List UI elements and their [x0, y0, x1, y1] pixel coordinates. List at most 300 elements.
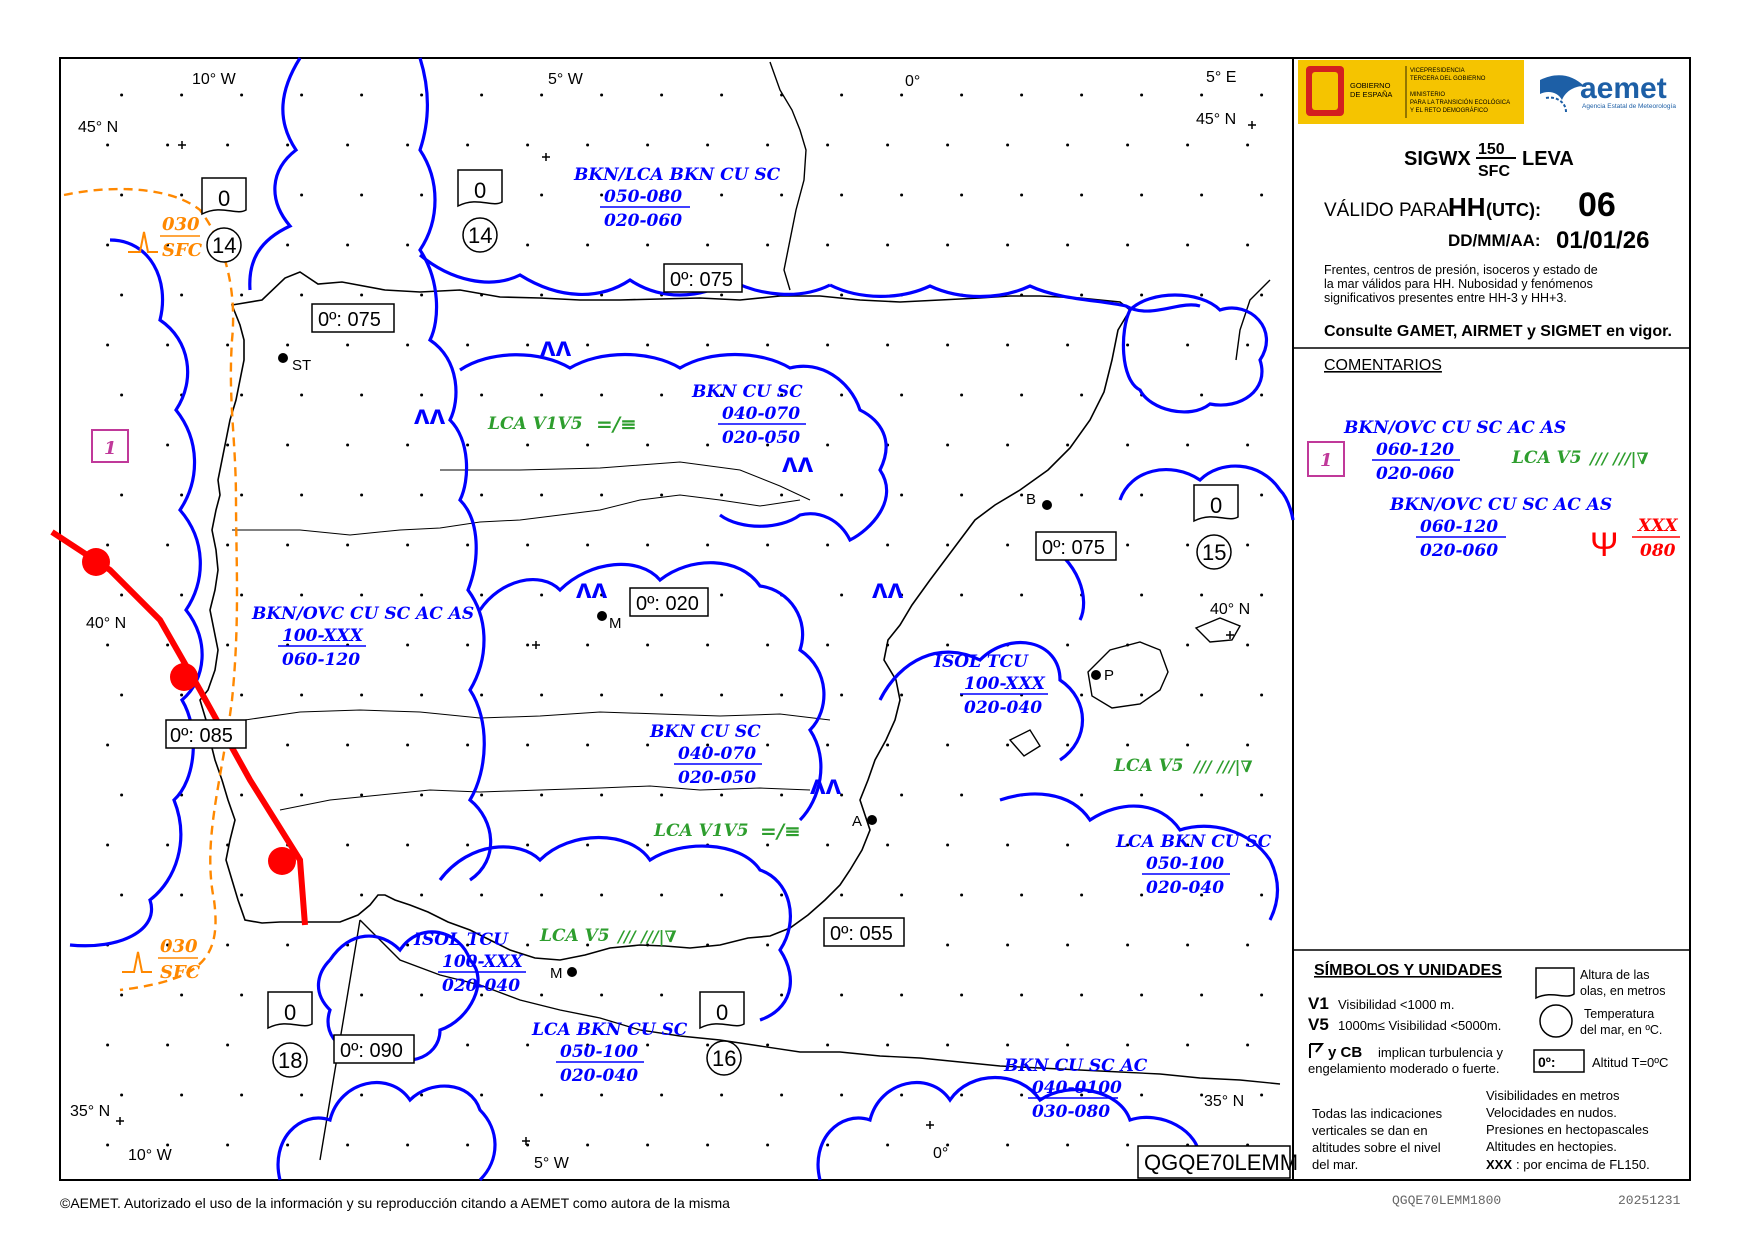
- mountain-turbulence-icon: ʌʌ: [810, 769, 842, 800]
- grid-dot: [1066, 744, 1069, 747]
- grid-dot: [1080, 294, 1083, 297]
- grid-dot: [706, 1044, 709, 1047]
- cloud-alboran-top: 040-0100: [1032, 1078, 1122, 1098]
- grid-dot: [1260, 594, 1263, 597]
- grid-dot: [120, 94, 123, 97]
- grid-dot: [300, 1094, 303, 1097]
- grid-dot: [1246, 144, 1249, 147]
- grid-dot: [900, 794, 903, 797]
- grid-dot: [1200, 694, 1203, 697]
- grid-dot: [480, 1094, 483, 1097]
- grid-dot: [660, 694, 663, 697]
- aemet-subtitle: Agencia Estatal de Meteorología: [1582, 103, 1676, 110]
- grid-dot: [840, 494, 843, 497]
- grid-dot: [586, 444, 589, 447]
- comment-cloud2-top: 060-120: [1420, 517, 1499, 537]
- vis-note-1: LCA V1V5: [488, 414, 583, 434]
- grid-dot: [1066, 1044, 1069, 1047]
- grid-dot: [586, 144, 589, 147]
- cloud-ebro-top: 100-XXX: [964, 674, 1045, 694]
- grid-dot: [886, 844, 889, 847]
- legend-v5-text: 1000m≤ Visibilidad <5000m.: [1338, 1018, 1502, 1033]
- grid-dot: [1006, 444, 1009, 447]
- grid-dot: [780, 894, 783, 897]
- legend-turb-text-2: engelamiento moderado o fuerte.: [1308, 1061, 1500, 1076]
- grid-dot: [406, 1144, 409, 1147]
- grid-dot: [346, 1144, 349, 1147]
- grid-dot: [900, 994, 903, 997]
- city-dot-p: [1091, 670, 1101, 680]
- mountain-turbulence-icon: ʌʌ: [782, 447, 814, 478]
- legend-zero-box: 0º:: [1538, 1054, 1556, 1070]
- grid-dot: [1020, 594, 1023, 597]
- grid-dot: [120, 594, 123, 597]
- grid-dot: [1246, 744, 1249, 747]
- gov-line-1: GOBIERNO: [1350, 81, 1391, 90]
- grid-dot: [1246, 544, 1249, 547]
- gov-line-2: DE ESPAÑA: [1350, 90, 1393, 99]
- cloud-west-top: 100-XXX: [282, 626, 363, 646]
- grid-dot: [720, 494, 723, 497]
- grid-dot: [780, 1094, 783, 1097]
- comment-cloud1-type: BKN/OVC CU SC AC AS: [1344, 418, 1567, 438]
- grid-dot: [180, 594, 183, 597]
- sea-temp-3: 15: [1202, 540, 1227, 565]
- grid-dot: [420, 894, 423, 897]
- grid-dot: [120, 1094, 123, 1097]
- grid-dot: [646, 144, 649, 147]
- grid-dot: [646, 544, 649, 547]
- grid-dot: [1126, 544, 1129, 547]
- grid-dot: [406, 144, 409, 147]
- grid-dot: [886, 344, 889, 347]
- grid-dot: [646, 1144, 649, 1147]
- grid-dot: [480, 694, 483, 697]
- aemet-name: aemet: [1580, 72, 1667, 105]
- rain-shower-icon: /// ///|∇: [1590, 449, 1649, 468]
- legend-note-1: Todas las indicaciones: [1312, 1106, 1443, 1121]
- wave-height-1: 0: [218, 186, 231, 211]
- grid-dot: [946, 244, 949, 247]
- grid-dot: [466, 144, 469, 147]
- consult-note: Consulte GAMET, AIRMET y SIGMET en vigor.: [1324, 323, 1672, 340]
- grid-dot: [1020, 394, 1023, 397]
- legend-v1-code: V1: [1308, 994, 1329, 1013]
- grid-dot: [1200, 1094, 1203, 1097]
- grid-dot: [1066, 944, 1069, 947]
- description-line-3: significativos presentes entre HH-3 y HH+3.: [1324, 291, 1567, 305]
- cloud-ebro-type: ISOL TCU: [934, 652, 1028, 672]
- grid-dot: [1126, 144, 1129, 147]
- grid-dot: [466, 844, 469, 847]
- comments-title: COMENTARIOS: [1324, 357, 1442, 374]
- grid-dot: [406, 544, 409, 547]
- grid-dot: [226, 544, 229, 547]
- grid-dot: [1186, 744, 1189, 747]
- lon-label-10w-bottom: 10° W: [128, 1147, 172, 1164]
- grid-dot: [826, 844, 829, 847]
- mist-fog-icon: =/≡: [760, 819, 801, 843]
- ministry-line-4: PARA LA TRANSICIÓN ECOLÓGICA: [1410, 100, 1511, 106]
- grid-dot: [1260, 894, 1263, 897]
- grid-dot: [900, 194, 903, 197]
- mountain-turbulence-icon: ʌʌ: [872, 573, 904, 604]
- lon-label-10w-top: 10° W: [192, 71, 236, 88]
- footer-code-2: 20251231: [1618, 1193, 1681, 1208]
- description-line-2: la mar válidos para HH. Nubosidad y fenómenos: [1324, 277, 1593, 291]
- grid-dot: [346, 344, 349, 347]
- grid-dot: [1186, 444, 1189, 447]
- grid-dot: [1260, 994, 1263, 997]
- grid-dot: [300, 694, 303, 697]
- grid-dot: [1200, 94, 1203, 97]
- grid-dot: [1140, 594, 1143, 597]
- grid-dot: [660, 794, 663, 797]
- grid-dot: [360, 94, 363, 97]
- grid-dot: [946, 644, 949, 647]
- grid-dot: [1080, 894, 1083, 897]
- grid-dot: [240, 394, 243, 397]
- city-dot-m2: [567, 967, 577, 977]
- grid-dot: [240, 494, 243, 497]
- grid-dot: [1006, 944, 1009, 947]
- grid-dot: [600, 194, 603, 197]
- legend-zero-text: Altitud T=0ºC: [1592, 1055, 1669, 1070]
- grid-dot: [946, 544, 949, 547]
- grid-dot: [240, 994, 243, 997]
- grid-dot: [106, 344, 109, 347]
- grid-dot: [466, 544, 469, 547]
- grid-dot: [1200, 394, 1203, 397]
- grid-dot: [1246, 244, 1249, 247]
- grid-dot: [540, 394, 543, 397]
- grid-dot: [106, 144, 109, 147]
- lat-label-45n-left: 45° N: [78, 119, 119, 136]
- grid-dot: [646, 244, 649, 247]
- cloud-ebro-base: 020-040: [964, 698, 1043, 718]
- wave-height-5: 0: [716, 1000, 729, 1025]
- grid-dot: [1126, 944, 1129, 947]
- grid-dot: [106, 544, 109, 547]
- grid-dot: [1140, 494, 1143, 497]
- grid-dot: [300, 94, 303, 97]
- grid-dot: [766, 544, 769, 547]
- grid-dot: [466, 1144, 469, 1147]
- grid-dot: [1186, 1044, 1189, 1047]
- ministry-line-5: Y EL RETO DEMOGRÁFICO: [1410, 108, 1488, 114]
- grid-dot: [720, 694, 723, 697]
- grid-dot: [1260, 294, 1263, 297]
- grid-dot: [1126, 444, 1129, 447]
- grid-dot: [466, 1044, 469, 1047]
- grid-dot: [180, 194, 183, 197]
- grid-dot: [106, 1144, 109, 1147]
- cloud-sw-top: 100-XXX: [442, 952, 523, 972]
- grid-dot: [1200, 994, 1203, 997]
- grid-dot: [586, 744, 589, 747]
- grid-dot: [360, 194, 363, 197]
- freezing-level-box-1: 0º: 075: [318, 309, 381, 331]
- grid-dot: [886, 1144, 889, 1147]
- grid-dot: [946, 444, 949, 447]
- swell-bottom-1: SFC: [162, 240, 203, 261]
- grid-dot: [1066, 844, 1069, 847]
- grid-dot: [1186, 344, 1189, 347]
- freezing-level-box-2: 0º: 075: [670, 269, 733, 291]
- grid-dot: [166, 344, 169, 347]
- grid-dot: [406, 644, 409, 647]
- grid-dot: [526, 144, 529, 147]
- grid-dot: [960, 994, 963, 997]
- grid-dot: [660, 94, 663, 97]
- legend-wave-text-1: Altura de las: [1580, 968, 1650, 982]
- valid-hour: 06: [1578, 186, 1616, 224]
- coat-of-arms-icon: [1306, 66, 1344, 116]
- grid-dot: [346, 444, 349, 447]
- grid-dot: [300, 494, 303, 497]
- grid-dot: [226, 144, 229, 147]
- grid-dot: [1246, 344, 1249, 347]
- grid-dot: [1140, 1094, 1143, 1097]
- freezing-level-box-3: 0º: 020: [636, 593, 699, 615]
- grid-dot: [420, 494, 423, 497]
- grid-dot: [406, 744, 409, 747]
- cloud-med-base: 020-040: [1146, 878, 1225, 898]
- grid-dot: [600, 694, 603, 697]
- grid-dot: [166, 544, 169, 547]
- grid-dot: [840, 294, 843, 297]
- grid-dot: [646, 1044, 649, 1047]
- grid-dot: [1066, 344, 1069, 347]
- grid-dot: [180, 994, 183, 997]
- grid-dot: [526, 244, 529, 247]
- mist-fog-icon: =/≡: [596, 412, 637, 436]
- valid-label: VÁLIDO PARA: [1324, 200, 1450, 221]
- grid-dot: [660, 994, 663, 997]
- grid-dot: [720, 794, 723, 797]
- grid-dot: [1006, 1144, 1009, 1147]
- grid-dot: [600, 394, 603, 397]
- grid-dot: [960, 394, 963, 397]
- grid-dot: [780, 994, 783, 997]
- grid-dot: [720, 594, 723, 597]
- grid-dot: [1200, 794, 1203, 797]
- grid-dot: [1006, 244, 1009, 247]
- cloud-alboran-base: 030-080: [1032, 1102, 1111, 1122]
- grid-dot: [226, 444, 229, 447]
- grid-dot: [646, 444, 649, 447]
- grid-dot: [480, 794, 483, 797]
- grid-dot: [526, 744, 529, 747]
- grid-dot: [1260, 494, 1263, 497]
- legend-xxx-text: : por encima de FL150.: [1516, 1157, 1650, 1172]
- grid-dot: [706, 544, 709, 547]
- grid-dot: [346, 144, 349, 147]
- grid-dot: [1246, 644, 1249, 647]
- grid-dot: [346, 544, 349, 547]
- grid-dot: [826, 644, 829, 647]
- grid-dot: [360, 494, 363, 497]
- grid-dot: [540, 1094, 543, 1097]
- grid-dot: [180, 1094, 183, 1097]
- thunderstorm-icon: Ψ: [1590, 526, 1619, 564]
- grid-dot: [226, 344, 229, 347]
- grid-dot: [226, 1044, 229, 1047]
- lon-label-0-bottom: 0°: [933, 1145, 949, 1162]
- grid-dot: [706, 1144, 709, 1147]
- sea-temp-1: 14: [212, 233, 237, 258]
- comment-cloud2-base: 020-060: [1420, 541, 1499, 561]
- grid-dot: [840, 194, 843, 197]
- area-marker-label: 1: [104, 438, 117, 459]
- grid-dot: [180, 694, 183, 697]
- grid-dot: [360, 1094, 363, 1097]
- grid-dot: [840, 594, 843, 597]
- front-marker-2: [170, 663, 198, 691]
- grid-dot: [1080, 694, 1083, 697]
- grid-dot: [1200, 594, 1203, 597]
- chart-id: QGQE70LEMM: [1144, 1150, 1299, 1175]
- grid-dot: [466, 744, 469, 747]
- grid-dot: [286, 544, 289, 547]
- cloud-south-base: 020-040: [560, 1066, 639, 1086]
- cloud-north-top: 040-070: [722, 404, 801, 424]
- grid-dot: [1260, 694, 1263, 697]
- grid-dot: [600, 894, 603, 897]
- level-bottom: SFC: [1478, 163, 1510, 180]
- grid-dot: [1006, 144, 1009, 147]
- grid-dot: [1186, 644, 1189, 647]
- grid-dot: [526, 944, 529, 947]
- legend-v5-code: V5: [1308, 1015, 1329, 1034]
- grid-dot: [180, 94, 183, 97]
- grid-dot: [1126, 244, 1129, 247]
- cloud-bay-type: BKN/LCA BKN CU SC: [574, 165, 781, 185]
- grid-dot: [960, 194, 963, 197]
- grid-dot: [286, 744, 289, 747]
- legend-note-2: verticales se dan en: [1312, 1123, 1428, 1138]
- city-dot-st: [278, 353, 288, 363]
- city-dot-m1: [597, 611, 607, 621]
- sea-temp-5: 16: [712, 1046, 737, 1071]
- wave-height-4: 0: [284, 1000, 297, 1025]
- grid-dot: [420, 194, 423, 197]
- grid-dot: [166, 844, 169, 847]
- city-label-m2: M: [550, 965, 563, 982]
- grid-dot: [286, 344, 289, 347]
- grid-dot: [1080, 494, 1083, 497]
- sea-temp-2: 14: [468, 223, 493, 248]
- grid-dot: [540, 694, 543, 697]
- grid-dot: [840, 694, 843, 697]
- grid-dot: [1186, 144, 1189, 147]
- grid-dot: [360, 994, 363, 997]
- grid-dot: [900, 94, 903, 97]
- grid-dot: [240, 294, 243, 297]
- description-line-1: Frentes, centros de presión, isoceros y estado de: [1324, 263, 1598, 277]
- grid-dot: [420, 694, 423, 697]
- grid-dot: [106, 1044, 109, 1047]
- lat-label-40n-right: 40° N: [1210, 601, 1251, 618]
- cloud-bay-top: 050-080: [604, 187, 683, 207]
- grid-dot: [526, 644, 529, 647]
- grid-dot: [706, 244, 709, 247]
- legend-turb-text-1: implican turbulencia y: [1378, 1045, 1504, 1060]
- grid-dot: [180, 494, 183, 497]
- grid-dot: [540, 594, 543, 597]
- grid-dot: [1260, 794, 1263, 797]
- legend-unit-2: Velocidades en nudos.: [1486, 1105, 1617, 1120]
- grid-dot: [960, 494, 963, 497]
- grid-dot: [540, 294, 543, 297]
- grid-dot: [1006, 1044, 1009, 1047]
- cloud-sw-base: 020-040: [442, 976, 521, 996]
- grid-dot: [300, 294, 303, 297]
- grid-dot: [1140, 894, 1143, 897]
- legend-unit-3: Presiones en hectopascales: [1486, 1122, 1649, 1137]
- grid-dot: [960, 794, 963, 797]
- grid-dot: [106, 644, 109, 647]
- grid-dot: [240, 94, 243, 97]
- grid-dot: [1126, 744, 1129, 747]
- grid-dot: [646, 744, 649, 747]
- vis-note-3: LCA V5: [540, 926, 610, 946]
- city-label-b: B: [1026, 491, 1037, 508]
- grid-dot: [480, 94, 483, 97]
- cloud-bay-base: 020-060: [604, 211, 683, 231]
- grid-dot: [1080, 394, 1083, 397]
- grid-dot: [1246, 444, 1249, 447]
- grid-dot: [420, 294, 423, 297]
- grid-dot: [586, 844, 589, 847]
- cloud-west-base: 060-120: [282, 650, 361, 670]
- grid-dot: [1140, 994, 1143, 997]
- grid-dot: [660, 494, 663, 497]
- freezing-level-box-7: 0º: 090: [340, 1040, 403, 1062]
- grid-dot: [120, 694, 123, 697]
- mountain-turbulence-icon: ʌʌ: [540, 331, 572, 362]
- comment-cloud1-base: 020-060: [1376, 464, 1455, 484]
- grid-dot: [1186, 244, 1189, 247]
- grid-dot: [1200, 294, 1203, 297]
- grid-dot: [466, 344, 469, 347]
- grid-dot: [766, 144, 769, 147]
- grid-dot: [120, 794, 123, 797]
- grid-dot: [480, 594, 483, 597]
- grid-dot: [600, 494, 603, 497]
- sea-temp-4: 18: [278, 1048, 303, 1073]
- grid-dot: [946, 944, 949, 947]
- grid-dot: [300, 194, 303, 197]
- grid-dot: [240, 594, 243, 597]
- valid-date: 01/01/26: [1556, 227, 1650, 254]
- freezing-level-box-4: 0º: 075: [1042, 537, 1105, 559]
- grid-dot: [180, 294, 183, 297]
- hh-label: HH: [1448, 192, 1486, 222]
- cloud-sw-type: ISOL TCU: [414, 930, 508, 950]
- grid-dot: [286, 944, 289, 947]
- grid-dot: [120, 994, 123, 997]
- grid-dot: [766, 944, 769, 947]
- grid-dot: [826, 444, 829, 447]
- grid-dot: [540, 794, 543, 797]
- grid-dot: [826, 144, 829, 147]
- grid-dot: [286, 1144, 289, 1147]
- legend-title: SÍMBOLOS Y UNIDADES: [1314, 962, 1502, 979]
- region-code: LEVA: [1522, 148, 1574, 170]
- grid-dot: [706, 444, 709, 447]
- grid-dot: [166, 1044, 169, 1047]
